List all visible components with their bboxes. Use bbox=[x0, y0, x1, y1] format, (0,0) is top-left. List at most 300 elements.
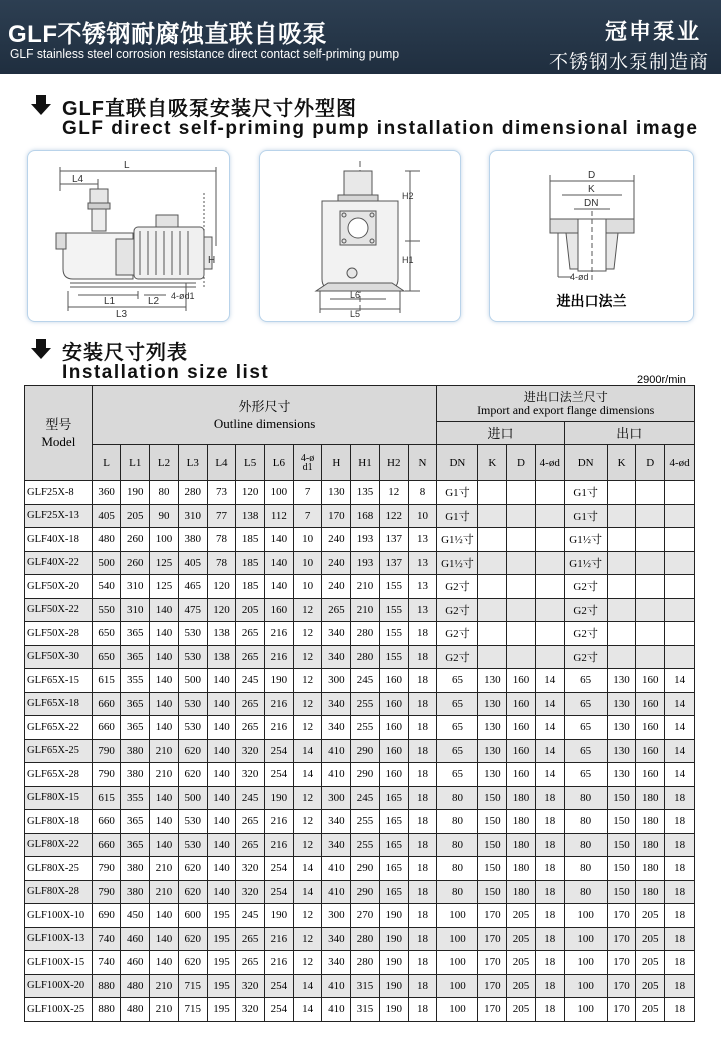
table-cell bbox=[636, 575, 665, 599]
table-cell: 150 bbox=[607, 786, 636, 810]
table-cell: 160 bbox=[636, 669, 665, 693]
table-cell: 265 bbox=[236, 951, 265, 975]
table-row bbox=[25, 833, 695, 857]
table-cell: 790 bbox=[92, 857, 121, 881]
table-cell: 190 bbox=[121, 481, 150, 505]
table-cell: 205 bbox=[636, 927, 665, 951]
label-D: D bbox=[588, 170, 596, 181]
table-cell: 13 bbox=[408, 528, 437, 552]
table-cell: 210 bbox=[150, 739, 179, 763]
table-cell: 300 bbox=[322, 904, 351, 928]
table-cell: 205 bbox=[507, 998, 536, 1022]
model-cell: GLF100X-10 bbox=[25, 904, 93, 928]
table-cell: 205 bbox=[121, 504, 150, 528]
table-cell: 620 bbox=[178, 880, 207, 904]
table-cell: 18 bbox=[665, 880, 695, 904]
table-cell: 18 bbox=[408, 880, 437, 904]
model-cell: GLF65X-28 bbox=[25, 763, 93, 787]
col-outlet-4-d: 4-ød bbox=[665, 445, 695, 481]
model-cell: GLF80X-15 bbox=[25, 786, 93, 810]
table-cell: 12 bbox=[293, 669, 322, 693]
table-cell: 880 bbox=[92, 998, 121, 1022]
label-L4: L4 bbox=[72, 174, 84, 185]
label-L3: L3 bbox=[116, 309, 128, 320]
table-cell: 12 bbox=[379, 481, 408, 505]
table-cell: 120 bbox=[207, 575, 236, 599]
table-cell: 170 bbox=[478, 974, 507, 998]
table-cell: 880 bbox=[92, 974, 121, 998]
table-cell bbox=[478, 528, 507, 552]
table-cell bbox=[665, 645, 695, 669]
table-cell: G2寸 bbox=[564, 598, 607, 622]
col-L3: L3 bbox=[178, 445, 207, 481]
table-cell: 140 bbox=[150, 904, 179, 928]
table-cell: 12 bbox=[293, 645, 322, 669]
table-cell: 73 bbox=[207, 481, 236, 505]
table-cell: 14 bbox=[665, 692, 695, 716]
table-cell: 790 bbox=[92, 880, 121, 904]
table-cell: 130 bbox=[607, 669, 636, 693]
table-row bbox=[25, 880, 695, 904]
table-row bbox=[25, 716, 695, 740]
table-cell: 170 bbox=[607, 998, 636, 1022]
table-cell: 340 bbox=[322, 692, 351, 716]
col-inlet-K: K bbox=[478, 445, 507, 481]
table-cell: 12 bbox=[293, 904, 322, 928]
model-cell: GLF65X-25 bbox=[25, 739, 93, 763]
col-inlet-DN: DN bbox=[437, 445, 478, 481]
table-cell bbox=[507, 575, 536, 599]
table-cell: 255 bbox=[351, 716, 380, 740]
table-cell: 120 bbox=[236, 481, 265, 505]
model-cell: GLF40X-18 bbox=[25, 528, 93, 552]
table-cell: G2寸 bbox=[564, 645, 607, 669]
table-cell bbox=[607, 622, 636, 646]
table-cell: 195 bbox=[207, 951, 236, 975]
label-H: H bbox=[208, 255, 216, 266]
table-cell bbox=[535, 528, 564, 552]
table-cell: G1寸 bbox=[564, 481, 607, 505]
table-cell: G2寸 bbox=[437, 598, 478, 622]
table-cell: 320 bbox=[236, 998, 265, 1022]
table-cell bbox=[535, 504, 564, 528]
table-cell: 155 bbox=[379, 598, 408, 622]
table-row bbox=[25, 786, 695, 810]
table-cell: 150 bbox=[478, 833, 507, 857]
table-cell: 18 bbox=[408, 904, 437, 928]
col-inlet-4-d: 4-ød bbox=[535, 445, 564, 481]
table-cell: 790 bbox=[92, 739, 121, 763]
table-cell: 550 bbox=[92, 598, 121, 622]
table-cell: 18 bbox=[535, 880, 564, 904]
table-cell: 140 bbox=[150, 716, 179, 740]
table-cell: 10 bbox=[293, 528, 322, 552]
table-cell: 254 bbox=[265, 880, 294, 904]
model-cell: GLF65X-15 bbox=[25, 669, 93, 693]
table-cell: 216 bbox=[265, 716, 294, 740]
col-outlet-DN: DN bbox=[564, 445, 607, 481]
table-cell: 100 bbox=[564, 904, 607, 928]
table-cell: 310 bbox=[121, 575, 150, 599]
table-cell: 65 bbox=[564, 716, 607, 740]
table-cell bbox=[507, 645, 536, 669]
table-cell: 7 bbox=[293, 504, 322, 528]
table-cell: 155 bbox=[379, 622, 408, 646]
table-cell: 13 bbox=[408, 598, 437, 622]
table-cell: 265 bbox=[236, 833, 265, 857]
model-cell: GLF65X-18 bbox=[25, 692, 93, 716]
outlet-header: 出口 bbox=[564, 422, 694, 445]
table-cell: 18 bbox=[408, 716, 437, 740]
table-cell: 130 bbox=[607, 763, 636, 787]
table-cell bbox=[636, 528, 665, 552]
table-cell: 8 bbox=[408, 481, 437, 505]
label-d1: 4-ød1 bbox=[171, 291, 195, 301]
table-cell: 170 bbox=[607, 927, 636, 951]
table-cell: 210 bbox=[150, 880, 179, 904]
table-cell: 130 bbox=[607, 716, 636, 740]
table-cell: 77 bbox=[207, 504, 236, 528]
table-row bbox=[25, 739, 695, 763]
table-cell bbox=[665, 622, 695, 646]
table-cell: 320 bbox=[236, 880, 265, 904]
table-cell: 12 bbox=[293, 810, 322, 834]
table-cell: 14 bbox=[535, 669, 564, 693]
side-view-diagram bbox=[27, 150, 230, 322]
col-L1: L1 bbox=[121, 445, 150, 481]
table-cell: 18 bbox=[535, 998, 564, 1022]
table-cell: 355 bbox=[121, 669, 150, 693]
table-cell: G2寸 bbox=[437, 575, 478, 599]
table-cell: 80 bbox=[564, 833, 607, 857]
table-cell: 650 bbox=[92, 622, 121, 646]
table-cell: 290 bbox=[351, 739, 380, 763]
table-cell: 150 bbox=[478, 857, 507, 881]
table-cell: 165 bbox=[379, 786, 408, 810]
model-cell: GLF100X-25 bbox=[25, 998, 93, 1022]
table-cell: 216 bbox=[265, 927, 294, 951]
table-cell bbox=[478, 481, 507, 505]
table-cell: 12 bbox=[293, 716, 322, 740]
table-cell: 140 bbox=[150, 833, 179, 857]
table-cell: 78 bbox=[207, 528, 236, 552]
table-cell: 205 bbox=[636, 998, 665, 1022]
table-cell: 150 bbox=[478, 810, 507, 834]
table-cell bbox=[665, 528, 695, 552]
table-cell: 18 bbox=[535, 857, 564, 881]
table-cell bbox=[507, 481, 536, 505]
table-cell: 405 bbox=[178, 551, 207, 575]
table-cell: 80 bbox=[564, 880, 607, 904]
table-cell: 410 bbox=[322, 974, 351, 998]
col-L5: L5 bbox=[236, 445, 265, 481]
table-cell bbox=[478, 622, 507, 646]
table-cell: 18 bbox=[535, 927, 564, 951]
table-cell: 14 bbox=[535, 692, 564, 716]
table-cell: 80 bbox=[564, 810, 607, 834]
table-cell: 410 bbox=[322, 763, 351, 787]
table-cell: 260 bbox=[121, 551, 150, 575]
table-cell: 190 bbox=[379, 927, 408, 951]
table-row bbox=[25, 974, 695, 998]
table-cell: 355 bbox=[121, 786, 150, 810]
table-cell: 290 bbox=[351, 880, 380, 904]
table-cell: 290 bbox=[351, 763, 380, 787]
table-cell: 190 bbox=[379, 974, 408, 998]
table-cell bbox=[607, 528, 636, 552]
table-cell: 12 bbox=[293, 692, 322, 716]
table-cell: 320 bbox=[236, 974, 265, 998]
table-cell: 125 bbox=[150, 575, 179, 599]
table-cell: 130 bbox=[478, 716, 507, 740]
table-cell: 140 bbox=[150, 810, 179, 834]
front-view-diagram bbox=[259, 150, 461, 322]
table-cell: 80 bbox=[150, 481, 179, 505]
table-cell: 340 bbox=[322, 810, 351, 834]
table-cell: 140 bbox=[207, 692, 236, 716]
table-cell: G1½寸 bbox=[564, 551, 607, 575]
model-cell: GLF25X-13 bbox=[25, 504, 93, 528]
table-cell: 170 bbox=[607, 951, 636, 975]
table-cell: 216 bbox=[265, 810, 294, 834]
table-cell: 10 bbox=[293, 575, 322, 599]
table-cell: 216 bbox=[265, 833, 294, 857]
table-cell: 530 bbox=[178, 645, 207, 669]
table-cell: 160 bbox=[265, 598, 294, 622]
table-cell: 365 bbox=[121, 622, 150, 646]
table-cell: 480 bbox=[92, 528, 121, 552]
table-row bbox=[25, 481, 695, 505]
table-row bbox=[25, 927, 695, 951]
table-cell bbox=[665, 481, 695, 505]
table-cell: 255 bbox=[351, 692, 380, 716]
table-cell: 120 bbox=[207, 598, 236, 622]
table-cell: 254 bbox=[265, 998, 294, 1022]
table-cell: 140 bbox=[207, 857, 236, 881]
table-cell bbox=[535, 622, 564, 646]
model-cell: GLF80X-22 bbox=[25, 833, 93, 857]
table-cell: 160 bbox=[636, 716, 665, 740]
model-cell: GLF65X-22 bbox=[25, 716, 93, 740]
table-cell: 180 bbox=[636, 833, 665, 857]
table-cell: 245 bbox=[351, 669, 380, 693]
table-cell: 18 bbox=[535, 974, 564, 998]
table-cell: 270 bbox=[351, 904, 380, 928]
table-cell: 18 bbox=[535, 951, 564, 975]
table-cell: 405 bbox=[92, 504, 121, 528]
table-cell: 380 bbox=[121, 739, 150, 763]
table-cell: 140 bbox=[265, 528, 294, 552]
table-cell: 135 bbox=[351, 481, 380, 505]
table-cell: 530 bbox=[178, 622, 207, 646]
table-cell: 140 bbox=[207, 810, 236, 834]
table-cell: 365 bbox=[121, 645, 150, 669]
table-cell: 265 bbox=[236, 810, 265, 834]
table-row bbox=[25, 810, 695, 834]
side-view-drawing bbox=[28, 151, 229, 321]
label-L5: L5 bbox=[350, 309, 361, 319]
table-row bbox=[25, 951, 695, 975]
table-cell: 18 bbox=[408, 833, 437, 857]
table-row bbox=[25, 763, 695, 787]
table-row bbox=[25, 998, 695, 1022]
table-row bbox=[25, 692, 695, 716]
table-cell: 465 bbox=[178, 575, 207, 599]
table-cell: 18 bbox=[665, 786, 695, 810]
table-cell: 254 bbox=[265, 974, 294, 998]
table-cell: 530 bbox=[178, 716, 207, 740]
table-cell: 480 bbox=[121, 998, 150, 1022]
table-cell: 480 bbox=[121, 974, 150, 998]
table-cell: 216 bbox=[265, 645, 294, 669]
table-cell: 140 bbox=[207, 669, 236, 693]
table-cell: 18 bbox=[408, 857, 437, 881]
table-cell: 190 bbox=[379, 904, 408, 928]
table-cell: 65 bbox=[437, 739, 478, 763]
table-cell bbox=[665, 575, 695, 599]
table-cell bbox=[636, 551, 665, 575]
table-cell: 12 bbox=[293, 622, 322, 646]
table-cell: 615 bbox=[92, 669, 121, 693]
table-cell: 100 bbox=[437, 974, 478, 998]
col-H1: H1 bbox=[351, 445, 380, 481]
table-cell: 80 bbox=[437, 857, 478, 881]
table-cell: 160 bbox=[507, 692, 536, 716]
table-cell: 65 bbox=[437, 716, 478, 740]
table-cell: 254 bbox=[265, 857, 294, 881]
table-cell: 160 bbox=[507, 739, 536, 763]
col-outlet-D: D bbox=[636, 445, 665, 481]
table-row bbox=[25, 598, 695, 622]
table-cell: 12 bbox=[293, 833, 322, 857]
table-cell: 540 bbox=[92, 575, 121, 599]
table-cell: 660 bbox=[92, 810, 121, 834]
table-cell: 180 bbox=[636, 786, 665, 810]
table-row bbox=[25, 622, 695, 646]
table-cell: 80 bbox=[437, 810, 478, 834]
table-cell: 195 bbox=[207, 904, 236, 928]
table-cell: 180 bbox=[507, 786, 536, 810]
front-view-drawing bbox=[260, 151, 460, 321]
table-cell: 255 bbox=[351, 810, 380, 834]
table-cell: G2寸 bbox=[564, 575, 607, 599]
table-cell bbox=[478, 504, 507, 528]
col-H2: H2 bbox=[379, 445, 408, 481]
table-cell: 65 bbox=[564, 692, 607, 716]
table-cell: 18 bbox=[408, 739, 437, 763]
table-cell: G1寸 bbox=[437, 504, 478, 528]
label-L: L bbox=[124, 160, 130, 171]
table-cell: 650 bbox=[92, 645, 121, 669]
table-cell: 155 bbox=[379, 645, 408, 669]
table-cell: 210 bbox=[150, 857, 179, 881]
label-L6: L6 bbox=[350, 290, 361, 300]
table-cell: 12 bbox=[293, 786, 322, 810]
model-cell: GLF50X-22 bbox=[25, 598, 93, 622]
table-cell: 18 bbox=[408, 669, 437, 693]
table-cell: 210 bbox=[351, 575, 380, 599]
model-cell: GLF100X-20 bbox=[25, 974, 93, 998]
table-cell bbox=[507, 551, 536, 575]
model-header: 型号 Model bbox=[25, 386, 93, 481]
table-cell: 14 bbox=[535, 716, 564, 740]
table-cell: 80 bbox=[564, 857, 607, 881]
table-cell: 18 bbox=[408, 951, 437, 975]
table-cell: 14 bbox=[665, 739, 695, 763]
table-cell: 715 bbox=[178, 974, 207, 998]
table-cell: 12 bbox=[293, 927, 322, 951]
model-cell: GLF100X-13 bbox=[25, 927, 93, 951]
table-cell: 205 bbox=[236, 598, 265, 622]
table-cell: 140 bbox=[207, 716, 236, 740]
table-cell: 130 bbox=[478, 692, 507, 716]
table-cell: 14 bbox=[535, 763, 564, 787]
table-cell: 240 bbox=[322, 551, 351, 575]
table-cell: 255 bbox=[351, 833, 380, 857]
table-cell bbox=[636, 598, 665, 622]
table-cell: 18 bbox=[665, 951, 695, 975]
model-cell: GLF80X-28 bbox=[25, 880, 93, 904]
table-cell: 140 bbox=[207, 880, 236, 904]
table-cell bbox=[478, 551, 507, 575]
table-cell: 7 bbox=[293, 481, 322, 505]
table-cell bbox=[636, 645, 665, 669]
table-cell: 14 bbox=[665, 763, 695, 787]
table-cell: 265 bbox=[236, 692, 265, 716]
table-cell: 140 bbox=[207, 763, 236, 787]
table-cell: 130 bbox=[478, 763, 507, 787]
table-cell: G2寸 bbox=[564, 622, 607, 646]
brand-name: 冠申泵业 bbox=[604, 19, 701, 44]
table-cell: 130 bbox=[478, 669, 507, 693]
table-cell: 205 bbox=[507, 904, 536, 928]
table-cell: 216 bbox=[265, 692, 294, 716]
table-cell: 100 bbox=[564, 998, 607, 1022]
table-cell: 13 bbox=[408, 575, 437, 599]
installation-size-table bbox=[24, 385, 695, 1022]
table-cell: 140 bbox=[265, 551, 294, 575]
table-cell: 450 bbox=[121, 904, 150, 928]
table-cell: 260 bbox=[121, 528, 150, 552]
label-L2: L2 bbox=[148, 296, 160, 307]
table-cell: 380 bbox=[121, 763, 150, 787]
table-cell: 18 bbox=[408, 622, 437, 646]
table-row bbox=[25, 575, 695, 599]
table-cell: 65 bbox=[437, 763, 478, 787]
table-cell bbox=[478, 575, 507, 599]
table-cell: 160 bbox=[379, 692, 408, 716]
col-L: L bbox=[92, 445, 121, 481]
table-cell: 340 bbox=[322, 951, 351, 975]
table-cell: 205 bbox=[636, 904, 665, 928]
table-cell: 380 bbox=[121, 880, 150, 904]
table-cell: 78 bbox=[207, 551, 236, 575]
table-cell: 620 bbox=[178, 763, 207, 787]
table-cell: 100 bbox=[150, 528, 179, 552]
table-cell: 240 bbox=[322, 575, 351, 599]
table-cell: 380 bbox=[178, 528, 207, 552]
table-cell: 530 bbox=[178, 833, 207, 857]
table-cell: 90 bbox=[150, 504, 179, 528]
table-cell: 140 bbox=[207, 786, 236, 810]
table-cell: 138 bbox=[207, 622, 236, 646]
table-cell: 100 bbox=[437, 904, 478, 928]
table-cell: 460 bbox=[121, 927, 150, 951]
table-cell: 180 bbox=[636, 880, 665, 904]
table-cell: 410 bbox=[322, 739, 351, 763]
table-cell: 340 bbox=[322, 622, 351, 646]
table-cell: 160 bbox=[507, 669, 536, 693]
